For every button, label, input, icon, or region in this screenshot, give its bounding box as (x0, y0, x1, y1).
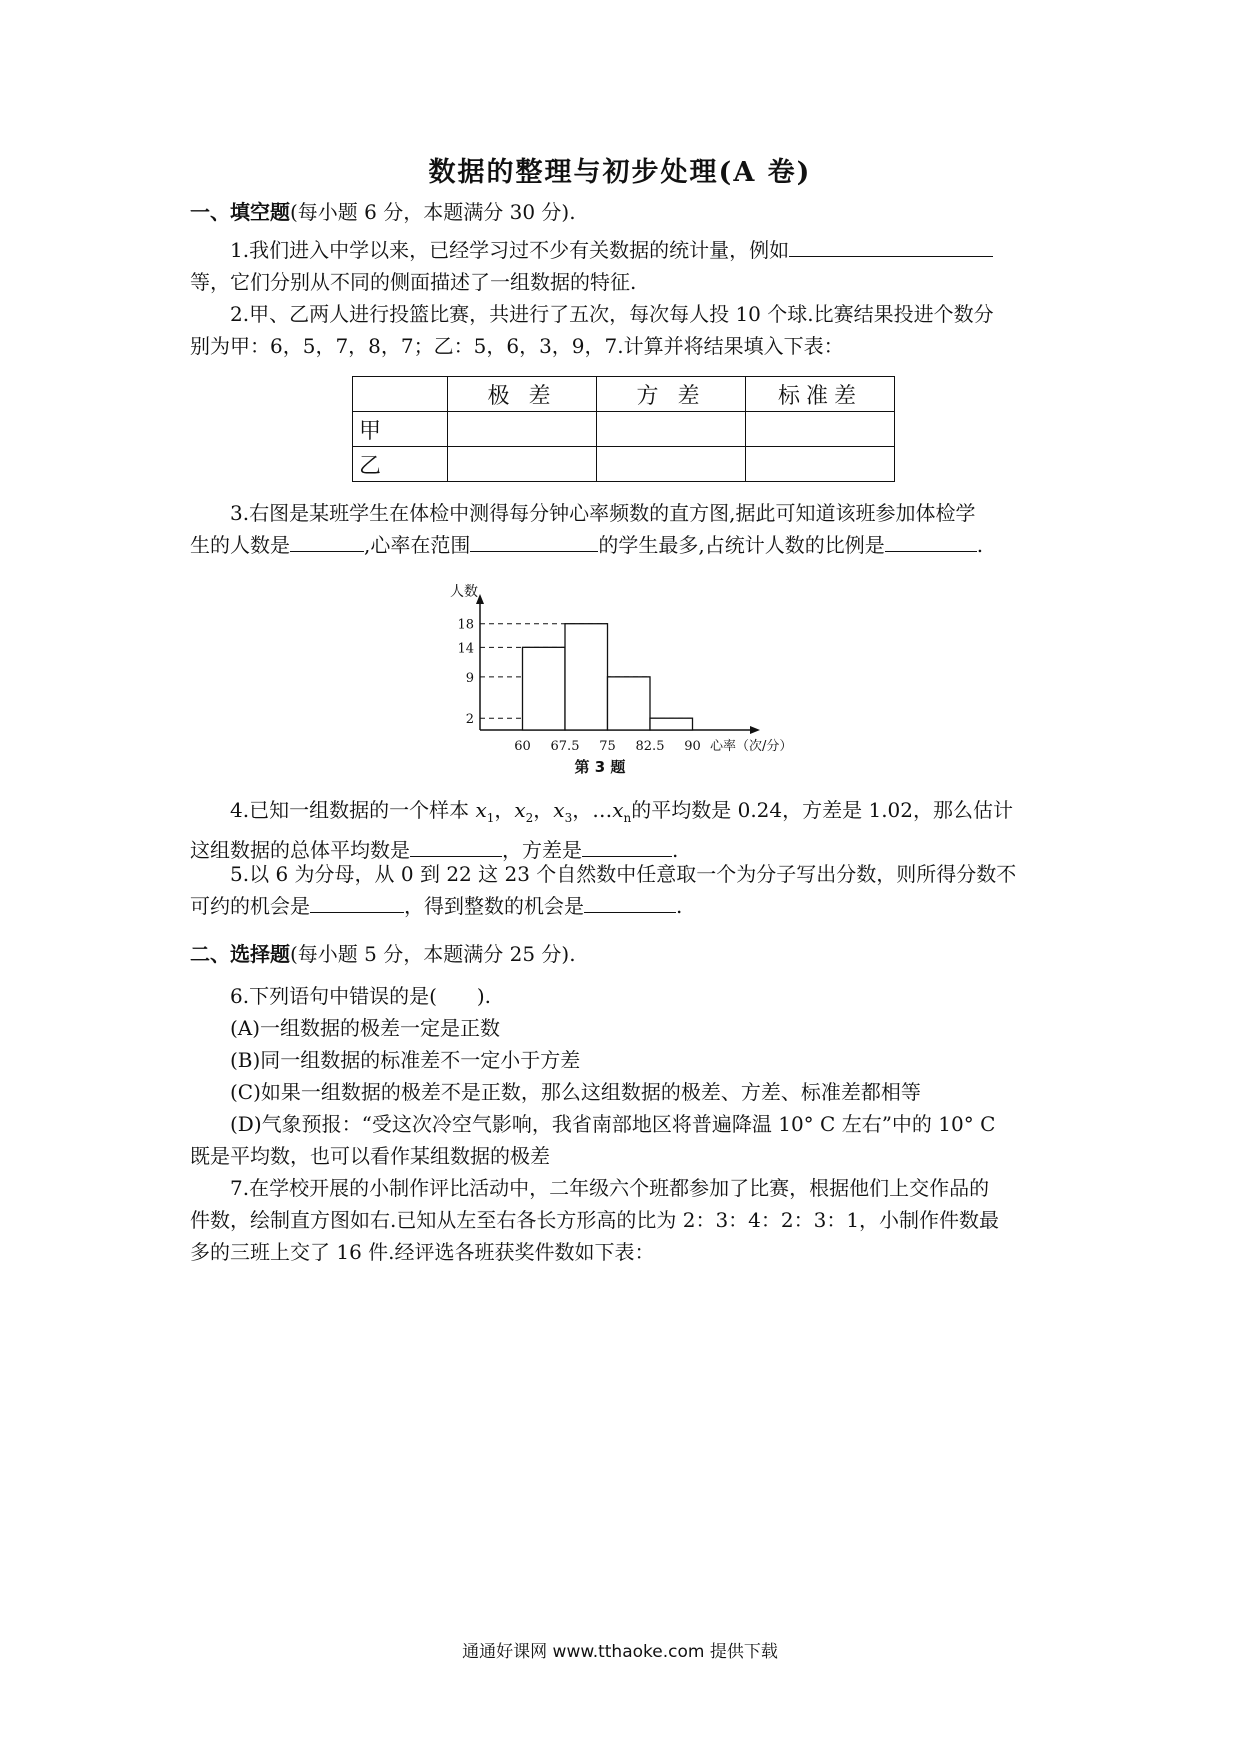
q4-x3: x (553, 798, 565, 822)
q1-line2: 等，它们分别从不同的侧面描述了一组数据的特征. (190, 270, 637, 294)
table-header-stddev: 标准差 (746, 377, 895, 412)
x-tick-label: 75 (599, 739, 616, 754)
section-1-label: 一、填空题 (190, 200, 290, 224)
q4-text-b: 的平均数是 0.24，方差是 1.02，那么估计 (631, 798, 1014, 822)
table-cell-yi-variance[interactable] (597, 447, 746, 482)
table-row (353, 447, 895, 482)
q7-line2: 件数，绘制直方图如右.已知从左至右各长方形高的比为 2：3：4：2：3：1，小制作件数最 (190, 1208, 1000, 1232)
q3-text-b: ,心率在范围 (364, 533, 471, 557)
x-axis-arrow (750, 726, 760, 734)
q3-blank-range[interactable] (470, 550, 598, 552)
q4-sub2: 2 (525, 811, 534, 825)
q3-text-c: 的学生最多,占统计人数的比例是 (598, 533, 885, 557)
footer-credit: 通通好课网 www.tthaoke.com 提供下载 (462, 1642, 778, 1662)
x-tick-label: 90 (684, 739, 701, 754)
q5-blank-irreducible[interactable] (310, 911, 404, 913)
section-1-heading (190, 196, 576, 225)
question-4 (190, 794, 1062, 866)
table-cell-yi-stddev[interactable] (746, 447, 895, 482)
question-6 (190, 980, 1062, 1172)
q4-sub1: 1 (486, 811, 495, 825)
q6-option-a[interactable]: (A)一组数据的极差一定是正数 (230, 1016, 501, 1040)
q1-line1: 1.我们进入中学以来，已经学习过不少有关数据的统计量，例如 (230, 238, 790, 262)
q5-text-a: 可约的机会是 (190, 894, 310, 918)
q3-blank-ratio[interactable] (885, 550, 977, 552)
section-2-heading (190, 938, 576, 967)
q7-line3: 多的三班上交了 16 件.经评选各班获奖件数如下表： (190, 1240, 655, 1264)
question-5 (190, 858, 1062, 922)
q2-line2: 别为甲：6，5，7，8，7；乙：5，6，3，9，7.计算并将结果填入下表： (190, 334, 844, 358)
q4-sub3: 3 (564, 811, 573, 825)
histogram-bar (523, 647, 566, 730)
q3-text-a: 生的人数是 (190, 533, 290, 557)
q4-subn: n (623, 811, 632, 825)
q4-x2: x (514, 798, 526, 822)
histogram-bar (608, 677, 651, 730)
table-header-range: 极 差 (448, 377, 597, 412)
table-header-row (353, 377, 895, 412)
q3-blank-count[interactable] (290, 550, 364, 552)
q4-text-e: . (672, 838, 679, 862)
x-axis-label: 心率（次/分） (710, 739, 793, 754)
x-tick-label: 60 (514, 739, 531, 754)
question-1 (190, 234, 1062, 298)
q7-line1: 7.在学校开展的小制作评比活动中，二年级六个班都参加了比赛，根据他们上交作品的 (230, 1176, 990, 1200)
q4-dots: … (592, 798, 613, 822)
table-cell-yi-range[interactable] (448, 447, 597, 482)
y-tick-label: 14 (457, 641, 474, 657)
q6-option-b[interactable]: (B)同一组数据的标准差不一定小于方差 (230, 1048, 581, 1072)
question-7 (190, 1172, 1062, 1268)
q4-blank-variance[interactable] (582, 855, 672, 857)
q3-line1: 3.右图是某班学生在体检中测得每分钟心率频数的直方图,据此可知道该班参加体检学 (230, 501, 976, 525)
y-tick-label: 9 (465, 670, 474, 686)
q4-sep1: ， (494, 798, 515, 822)
q4-xn: x (612, 798, 624, 822)
table-header-variance: 方 差 (597, 377, 746, 412)
q5-blank-integer[interactable] (584, 911, 676, 913)
q2-line1: 2.甲、乙两人进行投篮比赛，共进行了五次，每次每人投 10 个球.比赛结果投进个数分 (230, 302, 994, 326)
q4-text-c: 这组数据的总体平均数是 (190, 838, 410, 862)
table-row-label-yi: 乙 (353, 447, 448, 482)
chart-caption: 第 3 题 (574, 758, 626, 776)
q5-text-c: . (676, 894, 683, 918)
q4-text-a: 4.已知一组数据的一个样本 (230, 798, 476, 822)
y-tick-label: 18 (457, 617, 474, 633)
q4-x1: x (475, 798, 487, 822)
heart-rate-histogram (430, 582, 810, 782)
section-2-note: (每小题 5 分，本题满分 25 分). (290, 942, 576, 966)
table-cell-jia-range[interactable] (448, 412, 597, 447)
question-3 (190, 497, 1062, 561)
section-2-label: 二、选择题 (190, 942, 290, 966)
histogram-bar (565, 624, 608, 730)
q2-answer-table (352, 376, 895, 482)
q5-text-b: ，得到整数的机会是 (404, 894, 584, 918)
q6-stem: 6.下列语句中错误的是( ). (230, 984, 492, 1008)
table-row (353, 412, 895, 447)
x-tick-label: 82.5 (635, 739, 665, 754)
table-header-empty (353, 377, 448, 412)
y-axis-label: 人数 (450, 584, 478, 600)
section-1-note: (每小题 6 分，本题满分 30 分). (290, 200, 576, 224)
page-title: 数据的整理与初步处理(A 卷) (428, 157, 812, 188)
table-cell-jia-variance[interactable] (597, 412, 746, 447)
q4-blank-mean[interactable] (410, 855, 502, 857)
q6-option-d-cont: 既是平均数，也可以看作某组数据的极差 (190, 1144, 550, 1168)
q3-text-d: . (976, 533, 984, 557)
table-row-label-jia: 甲 (353, 412, 448, 447)
q1-answer-blank[interactable] (789, 255, 993, 257)
question-2 (190, 298, 1062, 362)
histogram-bar (650, 718, 693, 730)
q6-option-d[interactable]: (D)气象预报：“受这次冷空气影响，我省南部地区将普遍降温 10° C 左右”中的 10° C (230, 1112, 996, 1136)
q4-sep3: ， (572, 798, 593, 822)
x-tick-label: 67.5 (550, 739, 580, 754)
q4-sep2: ， (533, 798, 554, 822)
chart-plot-area (450, 583, 792, 776)
y-tick-label: 2 (465, 712, 474, 728)
q4-text-d: ，方差是 (502, 838, 582, 862)
q5-line1: 5.以 6 为分母，从 0 到 22 这 23 个自然数中任意取一个为分子写出分数，则所得分数不 (230, 862, 1017, 886)
table-cell-jia-stddev[interactable] (746, 412, 895, 447)
q6-option-c[interactable]: (C)如果一组数据的极差不是正数，那么这组数据的极差、方差、标准差都相等 (230, 1080, 921, 1104)
